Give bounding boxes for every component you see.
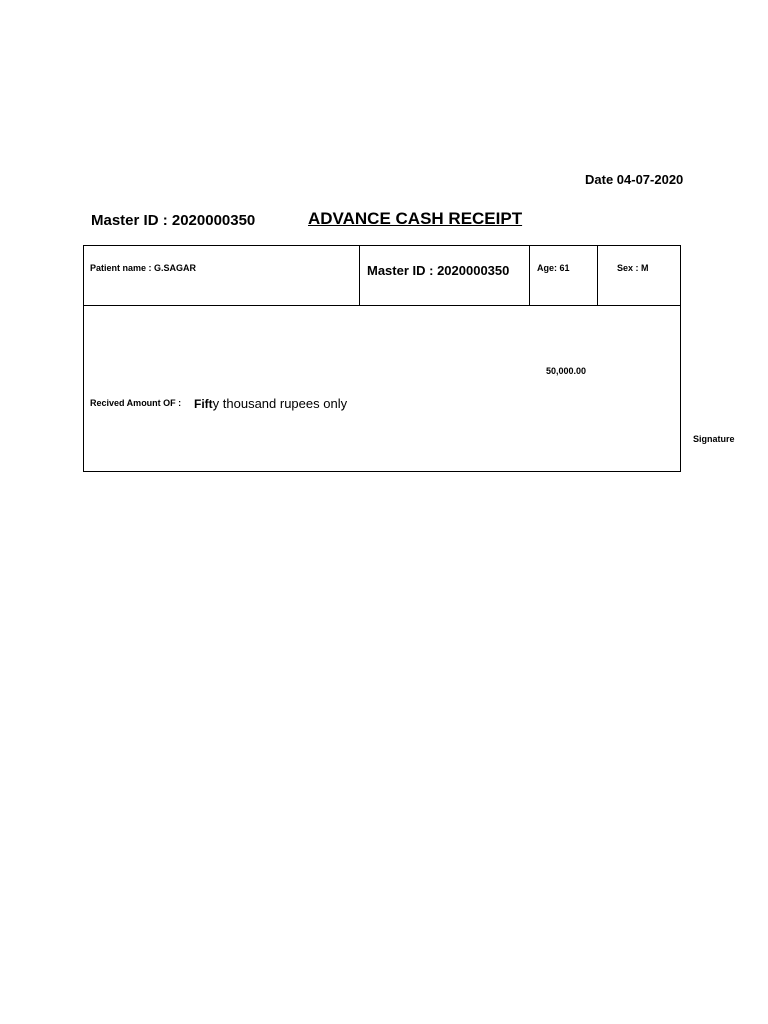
receipt-date: Date 04-07-2020 [585,172,684,187]
amount-in-words [194,395,347,413]
received-amount-label: Recived Amount OF : [90,398,182,408]
receipt-table [83,245,681,472]
master-id-cell: Master ID : 2020000350 [367,263,510,278]
column-divider-1 [359,245,360,306]
amount-figure: 50,000.00 [546,366,587,376]
receipt-title: ADVANCE CASH RECEIPT [308,209,523,228]
patient-name: Patient name : G.SAGAR [90,263,197,273]
column-divider-3 [597,245,598,306]
amount-words-part2: y thousand rupees only [212,396,348,411]
signature-label: Signature [693,434,735,444]
amount-words-part1: Fift [194,397,213,411]
patient-age: Age: 61 [537,263,570,273]
column-divider-2 [529,245,530,306]
master-id-heading: Master ID : 2020000350 [91,212,256,229]
header-row-divider [83,305,681,306]
patient-sex: Sex : M [617,263,649,273]
